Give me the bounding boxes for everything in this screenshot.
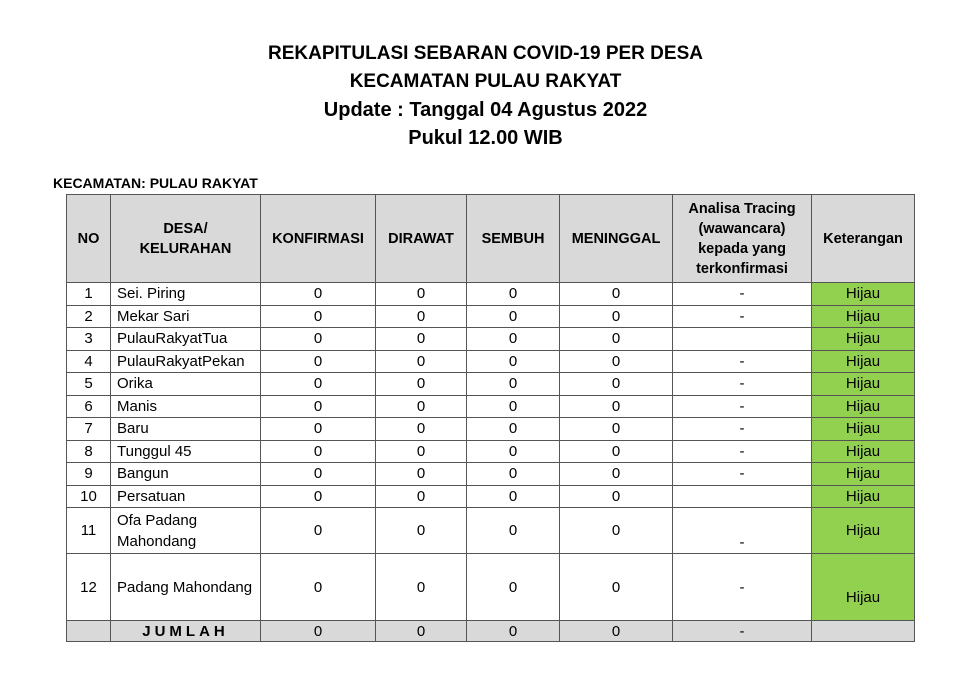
table-header-row xyxy=(67,195,915,283)
cell-no-text: 8 xyxy=(84,442,93,460)
cell-no-text: 3 xyxy=(84,330,93,348)
cell-meninggal xyxy=(560,395,673,418)
cell-dirawat-text: 0 xyxy=(416,465,426,483)
cell-desa-text: Mekar Sari xyxy=(117,307,190,325)
cell-desa-text: Bangun xyxy=(117,465,169,483)
cell-dirawat-text: 0 xyxy=(416,307,426,325)
cell-tracing-text: - xyxy=(739,420,745,438)
cell-konfirmasi-text: 0 xyxy=(313,307,323,325)
cell-meninggal xyxy=(560,463,673,486)
cell-no-text: 7 xyxy=(84,420,93,438)
cell-sembuh xyxy=(467,350,560,373)
cell-keterangan-text: Hijau xyxy=(845,352,881,370)
cell-no xyxy=(67,508,111,554)
cell-sembuh xyxy=(467,508,560,554)
table-row xyxy=(67,328,915,351)
cell-sembuh-text: 0 xyxy=(508,522,518,539)
cell-desa-text: Persatuan xyxy=(117,487,186,505)
cell-konfirmasi xyxy=(261,283,376,306)
cell-konfirmasi xyxy=(261,463,376,486)
cell-meninggal-text: 0 xyxy=(611,375,621,393)
cell-konfirmasi-text: 0 xyxy=(313,578,323,596)
cell-desa xyxy=(111,328,261,351)
cell-konfirmasi xyxy=(261,418,376,441)
cell-no xyxy=(67,463,111,486)
cell-keterangan xyxy=(812,485,915,508)
cell-keterangan xyxy=(812,418,915,441)
cell-tracing xyxy=(673,373,812,396)
header-desa xyxy=(111,195,261,283)
cell-sembuh-text: 0 xyxy=(508,330,518,348)
cell-dirawat xyxy=(376,463,467,486)
cell-meninggal-text: 0 xyxy=(611,307,621,325)
section-label: KECAMATAN: PULAU RAKYAT xyxy=(53,175,258,191)
cell-konfirmasi xyxy=(261,328,376,351)
cell-desa xyxy=(111,283,261,306)
cell-desa-text: Sei. Piring xyxy=(117,285,186,303)
table-row xyxy=(67,305,915,328)
report-subtitle-kecamatan: KECAMATAN PULAU RAKYAT xyxy=(349,71,622,92)
cell-tracing xyxy=(673,395,812,418)
cell-konfirmasi-text: 0 xyxy=(313,420,323,438)
cell-tracing xyxy=(673,440,812,463)
table-row xyxy=(67,373,915,396)
cell-desa xyxy=(111,350,261,373)
total-tracing: - xyxy=(673,621,812,642)
cell-konfirmasi-text: 0 xyxy=(313,487,323,505)
cell-no-text: 9 xyxy=(84,465,93,483)
cell-meninggal xyxy=(560,554,673,621)
table-row xyxy=(67,463,915,486)
cell-konfirmasi xyxy=(261,554,376,621)
cell-no xyxy=(67,418,111,441)
cell-no-text: 2 xyxy=(84,307,93,325)
cell-no-text: 11 xyxy=(80,522,97,539)
cell-desa xyxy=(111,418,261,441)
cell-konfirmasi xyxy=(261,440,376,463)
cell-dirawat-text: 0 xyxy=(416,375,426,393)
cell-tracing-text: - xyxy=(739,442,745,460)
cell-dirawat xyxy=(376,395,467,418)
cell-dirawat xyxy=(376,440,467,463)
header-konfirmasi: KONFIRMASI xyxy=(261,195,376,283)
cell-desa xyxy=(111,463,261,486)
cell-meninggal xyxy=(560,508,673,554)
cell-keterangan xyxy=(812,350,915,373)
cell-tracing-text: - xyxy=(739,352,745,370)
cell-konfirmasi xyxy=(261,305,376,328)
header-sembuh: SEMBUH xyxy=(467,195,560,283)
cell-desa-text: Manis xyxy=(117,397,158,415)
header-meninggal: MENINGGAL xyxy=(560,195,673,283)
cell-no-text: 12 xyxy=(80,578,97,596)
cell-tracing-text: - xyxy=(739,307,745,325)
cell-keterangan xyxy=(812,440,915,463)
cell-meninggal-text: 0 xyxy=(611,420,621,438)
cell-keterangan xyxy=(812,395,915,418)
table-row xyxy=(67,440,915,463)
cell-tracing xyxy=(673,508,812,554)
cell-keterangan-text: Hijau xyxy=(845,375,881,393)
cell-sembuh xyxy=(467,554,560,621)
cell-desa-text: Tunggul 45 xyxy=(117,442,192,460)
cell-tracing-text: - xyxy=(739,285,745,303)
cell-no xyxy=(67,554,111,621)
cell-no xyxy=(67,305,111,328)
cell-keterangan-text: Hijau xyxy=(845,420,881,438)
cell-dirawat xyxy=(376,485,467,508)
cell-no xyxy=(67,440,111,463)
cell-dirawat xyxy=(376,554,467,621)
cell-keterangan xyxy=(812,373,915,396)
table-row xyxy=(67,283,915,306)
cell-sembuh-text: 0 xyxy=(508,465,518,483)
cell-konfirmasi-text: 0 xyxy=(313,375,323,393)
cell-sembuh xyxy=(467,485,560,508)
cell-keterangan-text: Hijau xyxy=(845,588,881,606)
cell-desa xyxy=(111,395,261,418)
cell-no-text: 6 xyxy=(84,397,93,415)
cell-desa-text: Ofa Padang Mahondang xyxy=(117,511,198,550)
covid-recap-table xyxy=(66,194,915,642)
table-row xyxy=(67,508,915,554)
table-row xyxy=(67,485,915,508)
cell-dirawat-text: 0 xyxy=(416,442,426,460)
cell-konfirmasi xyxy=(261,508,376,554)
cell-no xyxy=(67,485,111,508)
cell-dirawat xyxy=(376,508,467,554)
cell-konfirmasi xyxy=(261,395,376,418)
cell-keterangan xyxy=(812,463,915,486)
cell-konfirmasi-text: 0 xyxy=(313,397,323,415)
cell-meninggal xyxy=(560,328,673,351)
cell-sembuh-text: 0 xyxy=(508,442,518,460)
cell-dirawat-text: 0 xyxy=(416,487,426,505)
total-sembuh: 0 xyxy=(467,621,560,642)
cell-sembuh-text: 0 xyxy=(508,375,518,393)
total-label: JUMLAH xyxy=(111,621,261,642)
cell-konfirmasi-text: 0 xyxy=(313,352,323,370)
cell-tracing xyxy=(673,328,812,351)
cell-keterangan-text: Hijau xyxy=(845,330,881,348)
cell-keterangan-text: Hijau xyxy=(845,465,881,483)
cell-sembuh xyxy=(467,418,560,441)
cell-meninggal xyxy=(560,485,673,508)
cell-tracing-text: - xyxy=(739,397,745,415)
cell-meninggal-text: 0 xyxy=(611,522,621,539)
total-no-cell xyxy=(67,621,111,642)
cell-meninggal-text: 0 xyxy=(611,352,621,370)
cell-meninggal xyxy=(560,305,673,328)
cell-meninggal-text: 0 xyxy=(611,578,621,596)
cell-konfirmasi-text: 0 xyxy=(313,465,323,483)
cell-tracing xyxy=(673,485,812,508)
cell-desa-text: Baru xyxy=(117,420,149,438)
cell-konfirmasi xyxy=(261,373,376,396)
cell-desa xyxy=(111,508,261,554)
cell-desa xyxy=(111,440,261,463)
cell-meninggal xyxy=(560,373,673,396)
cell-konfirmasi xyxy=(261,350,376,373)
cell-sembuh xyxy=(467,283,560,306)
header-keterangan: Keterangan xyxy=(812,195,915,283)
cell-dirawat-text: 0 xyxy=(416,522,426,539)
cell-keterangan-text: Hijau xyxy=(845,442,881,460)
cell-sembuh xyxy=(467,440,560,463)
cell-sembuh xyxy=(467,373,560,396)
cell-no-text: 1 xyxy=(84,285,93,303)
cell-no-text: 10 xyxy=(80,487,97,505)
cell-tracing xyxy=(673,463,812,486)
cell-keterangan xyxy=(812,328,915,351)
cell-tracing-text: - xyxy=(739,534,745,551)
table-row xyxy=(67,350,915,373)
cell-sembuh xyxy=(467,305,560,328)
total-dirawat: 0 xyxy=(376,621,467,642)
cell-dirawat xyxy=(376,305,467,328)
cell-meninggal xyxy=(560,283,673,306)
cell-keterangan-text: Hijau xyxy=(845,307,881,325)
report-title-block xyxy=(0,40,971,152)
cell-meninggal xyxy=(560,440,673,463)
cell-tracing-text: - xyxy=(739,465,745,483)
cell-sembuh-text: 0 xyxy=(508,397,518,415)
cell-no xyxy=(67,328,111,351)
cell-desa xyxy=(111,485,261,508)
cell-konfirmasi-text: 0 xyxy=(313,330,323,348)
cell-dirawat-text: 0 xyxy=(416,330,426,348)
cell-dirawat xyxy=(376,418,467,441)
cell-dirawat-text: 0 xyxy=(416,397,426,415)
table-row xyxy=(67,395,915,418)
cell-konfirmasi xyxy=(261,485,376,508)
cell-sembuh-text: 0 xyxy=(508,578,518,596)
total-meninggal: 0 xyxy=(560,621,673,642)
header-dirawat: DIRAWAT xyxy=(376,195,467,283)
cell-tracing xyxy=(673,418,812,441)
cell-tracing-text: - xyxy=(739,375,745,393)
cell-sembuh-text: 0 xyxy=(508,352,518,370)
report-title: REKAPITULASI SEBARAN COVID-19 PER DESA xyxy=(268,43,703,64)
cell-no xyxy=(67,373,111,396)
cell-desa xyxy=(111,373,261,396)
cell-no xyxy=(67,350,111,373)
cell-keterangan-text: Hijau xyxy=(845,285,881,303)
cell-tracing xyxy=(673,305,812,328)
cell-no xyxy=(67,283,111,306)
cell-no-text: 4 xyxy=(84,352,93,370)
report-update-date: Update : Tanggal 04 Agustus 2022 xyxy=(323,99,648,121)
cell-desa-text: PulauRakyatTua xyxy=(117,330,228,348)
cell-meninggal-text: 0 xyxy=(611,487,621,505)
cell-dirawat-text: 0 xyxy=(416,420,426,438)
cell-desa xyxy=(111,305,261,328)
header-desa-label: DESA/ KELURAHAN xyxy=(139,220,232,257)
cell-sembuh xyxy=(467,395,560,418)
cell-desa-text: Padang Mahondang xyxy=(117,578,253,596)
cell-tracing xyxy=(673,350,812,373)
cell-meninggal-text: 0 xyxy=(611,330,621,348)
cell-no xyxy=(67,395,111,418)
header-tracing xyxy=(673,195,812,283)
cell-keterangan-text: Hijau xyxy=(845,522,881,539)
cell-sembuh-text: 0 xyxy=(508,285,518,303)
cell-desa-text: PulauRakyatPekan xyxy=(117,352,245,370)
cell-dirawat-text: 0 xyxy=(416,578,426,596)
cell-meninggal-text: 0 xyxy=(611,442,621,460)
cell-dirawat-text: 0 xyxy=(416,352,426,370)
cell-keterangan xyxy=(812,305,915,328)
cell-dirawat xyxy=(376,373,467,396)
cell-keterangan xyxy=(812,554,915,621)
cell-keterangan-text: Hijau xyxy=(845,487,881,505)
cell-tracing-text: - xyxy=(739,578,745,596)
cell-dirawat-text: 0 xyxy=(416,285,426,303)
cell-keterangan xyxy=(812,508,915,554)
cell-konfirmasi-text: 0 xyxy=(313,442,323,460)
total-row xyxy=(67,621,915,642)
report-update-time: Pukul 12.00 WIB xyxy=(408,127,563,149)
cell-meninggal xyxy=(560,418,673,441)
total-keterangan xyxy=(812,621,915,642)
cell-sembuh-text: 0 xyxy=(508,420,518,438)
cell-meninggal xyxy=(560,350,673,373)
cell-meninggal-text: 0 xyxy=(611,397,621,415)
cell-konfirmasi-text: 0 xyxy=(313,522,323,539)
cell-sembuh-text: 0 xyxy=(508,307,518,325)
cell-sembuh xyxy=(467,328,560,351)
cell-desa xyxy=(111,554,261,621)
cell-keterangan xyxy=(812,283,915,306)
cell-dirawat xyxy=(376,283,467,306)
cell-meninggal-text: 0 xyxy=(611,285,621,303)
table-row xyxy=(67,418,915,441)
cell-konfirmasi-text: 0 xyxy=(313,285,323,303)
cell-keterangan-text: Hijau xyxy=(845,397,881,415)
cell-sembuh-text: 0 xyxy=(508,487,518,505)
cell-dirawat xyxy=(376,328,467,351)
cell-no-text: 5 xyxy=(84,375,93,393)
total-konfirmasi: 0 xyxy=(261,621,376,642)
cell-dirawat xyxy=(376,350,467,373)
header-tracing-label: Analisa Tracing (wawancara) kepada yang terkonfirmasi xyxy=(688,200,796,277)
cell-tracing xyxy=(673,283,812,306)
cell-sembuh xyxy=(467,463,560,486)
header-no: NO xyxy=(67,195,111,283)
table-row xyxy=(67,554,915,621)
cell-desa-text: Orika xyxy=(117,375,153,393)
cell-tracing xyxy=(673,554,812,621)
cell-meninggal-text: 0 xyxy=(611,465,621,483)
